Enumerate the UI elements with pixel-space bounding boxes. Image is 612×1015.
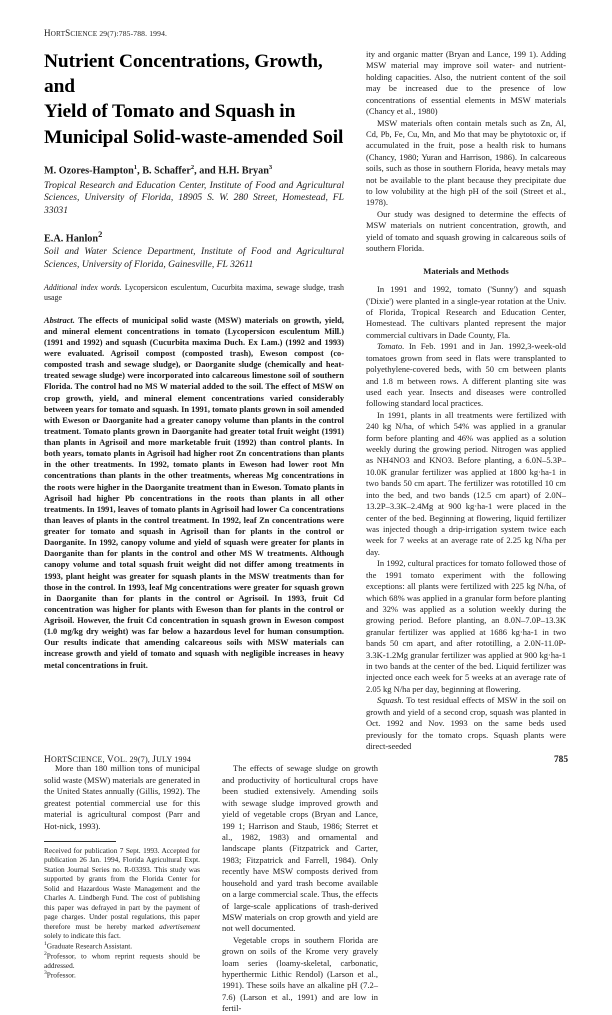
subheading-tomato: Tomato. bbox=[377, 341, 405, 352]
footer-journal-line: HORTSCIENCE, VOL. 29(7), JULY 1994 bbox=[44, 755, 192, 765]
middle-para-1: The effects of sewage sludge on growth and productivity of horticultural crops have been studied extensively. Amending soils with sewage sludge improved growth and yield of vegetable crops (Bryan and Lance, 199 1; Harrison and Staub, 1986; Sterret et al., 1982, 1983) and ornamental and landscape plants (Fitzpatrick and Carter, 1983; Fitzpatrick and Farrell, 1984). Only recently have MSW composts derived from household and yard trash become available on a large commercial scale. Thus, the effects of large-scale applications of trash-derived MSW materials on crop growth and yield are not well documented. bbox=[222, 763, 378, 934]
author-list-secondary bbox=[44, 229, 344, 244]
title-line-1: Nutrient Concentrations, Growth, and bbox=[44, 51, 323, 98]
right-para-3: Our study was designed to determine the effects of MSW materials on nutrient concentration, growth, and yield of tomato and squash growing in calcareous soils of southern Florida. bbox=[366, 208, 566, 254]
journal-citation: 29(7):785-788. 1994. bbox=[97, 29, 168, 38]
page-title bbox=[44, 49, 344, 150]
footnote-rule bbox=[44, 841, 116, 842]
middle-body bbox=[222, 763, 378, 1014]
middle-para-2: Vegetable crops in southern Florida are grown on soils of the Krome very gravely loam series (loamy-skeletal, carbonatic, hyperthermic Lithic Rendol) (Larson et al., 1991). These soils have an alkaline pH (7.2–7.6) (Larson et al., 1991) and are low in fertil- bbox=[222, 934, 378, 1014]
author-affil-marker-2: 2 bbox=[190, 163, 195, 171]
right-para-5: Tomato. In Feb. 1991 and in Jan. 1992,3-week-old tomatoes grown from seed in flats were transplanted to polyethylene-covered beds, with 50 cm between plants and 1.8 m between rows. A different planting site was used each year. Insects and diseases were controlled following standard local practices. bbox=[366, 341, 566, 409]
footnotes bbox=[44, 846, 200, 980]
abstract-text: The effects of municipal solid waste (MSW) materials on growth, yield, and mineral element concentrations in tomato (Lycopersicon esculentum Mill.) (1991 and 1992) and squash (Cucurbita maxima Duch. Ex Lam.) (1992 and 1993) were evaluated. Agrisoil compost (composted trash), Eweson compost (co-composted trash and sewage sludge), or Daorganite sludge (chemically and heat-treated sewage sludge) were incorporated into calcareous limestone soil of southern Florida. The control had no MS W material added to the soil. The effect of MSW on crop growth, yield, and mineral element concentrations varied considerably between years for tomato and squash. In 1991, tomato plants grown in soil amended with Eweson or Daorganite had a greater canopy volume than plants in the control treatment. Tomato plants grown in Daorganite had greater total fruit weight (1991) than plants in Agrisoil and more marketable fruit (1992) than control plants. In both years, tomato plants in Agrisoil had higher root Zn concentrations than plants in the other treatments. In 1992, tomato plants in Eweson had lower root Mn concentrations than plants in the other treatments, whereas Mg concentrations in the roots were higher in the Daorganite treatment than in Eweson. Tomato plants in Agrisoil had higher Pb concentrations in the roots than plants in all other treatments. In 1991, leaves of tomato plants in Agrisoil had lower Ca concentrations than leaves of plants in the control treatment. In 1992, leaf Zn concentrations were greater for tomato and squash in Agrisoil than for plants in the control or Daorganite. In 1992, canopy volume and yield of squash were greater for plants in Daorganite than for plants in the control and other MS W treatments. Although canopy volume and total squash fruit weight did not differ among treatments in 1993, plant height was greater for squash plants in the MSW treatments than for those in the control. In 1993, leaf Mg concentrations were greater for squash grown in Daorganite than for plants in the control or Agrisoil. In 1993, fruit Cd concentration was higher for plants with Eweson than for plants in the control or Agrisoil. However, the fruit Cd concentration in squash grown in Eweson compost (1.0 mg/kg dry weight) was far below a hazardous level for human consumption. Our results indicate that amending calcareous soils with MSW materials can increase growth and yield of tomato and squash with negligible increases in heavy metal concentrations in fruit. bbox=[44, 315, 344, 670]
footnote-3: $^3$Professor. bbox=[44, 970, 76, 980]
top-region bbox=[44, 49, 568, 752]
footnote-marker-1: 1 bbox=[44, 940, 47, 947]
title-block bbox=[44, 49, 344, 671]
abstract bbox=[44, 315, 344, 671]
page-content bbox=[44, 28, 568, 1015]
footnote-marker-3: 3 bbox=[44, 970, 47, 977]
page-number: 785 bbox=[553, 755, 568, 765]
subheading-squash: Squash. bbox=[377, 695, 404, 706]
right-para-2: MSW materials often contain metals such as Zn, Al, Cd, Pb, Fe, Cu, Mn, and Mo that may be phytotoxic or, if accumulated in the fruit, pose a health risk to humans (Chancy, 1980; Yuran and Harrison, 1986). In calcareous soils, such as those in southern Florida, heavy metals may not be available to the plant because they precipitate due to low volubility at the high pH of the soil (Street et al., 1978). bbox=[366, 117, 566, 208]
affiliation-2: Soil and Water Science Department, Institute of Food and Agricultural Sciences, University of Florida, Gainesville, FL 32611 bbox=[44, 246, 344, 271]
author-name-4: E.A. Hanlon bbox=[44, 233, 99, 245]
index-words bbox=[44, 283, 344, 304]
column-left bbox=[44, 763, 200, 980]
author-name-1: M. Ozores-Hampton bbox=[44, 165, 134, 177]
author-name-3: , and H.H. Bryan bbox=[194, 165, 269, 177]
right-para-7: In 1992, cultural practices for tomato followed those of the 1991 tomato experiment with the following exceptions: all plants were fertilized with 225 kg N/ha, of which 68% was applied in a granular form before planting and 32% was applied as a solution weekly during the growing period. Before planting, an 8.0N–7.0P–13.3K granular fertilizer was applied at 1686 kg·ha-1 in two bands 50 cm apart, and after rototilling, a 2.0N-11.0P-3.3K-1.2Mg granular fertilizer was applied at 900 kg·ha-1 in two bands at the center of the bed. Liquid fertilizer was injected once each week for 5 weeks at an average rate of 2.05 kg N/ha per day, beginning at flowering. bbox=[366, 558, 566, 694]
footnote-marker-2: 2 bbox=[44, 950, 47, 957]
footnote-1: $^1$Graduate Research Assistant. bbox=[44, 940, 133, 951]
right-para-6: In 1991, plants in all treatments were fertilized with 240 kg N/ha, of which 54% was applied in a granular form before planting and 46% was applied as a solution weekly during the growing period. Nitrogen was applied as NH4NO3 and KNO3. Before planting, a 6.0N–5.3P–10.0K granular fertilizer was applied at 1800 kg·ha-1 in two bands 50 cm apart. The fertilizer was rototilled 10 cm into the bed, and two bands (12.5 cm apart) of 2.0N–13.2P–3.3K–2.4Mg at 900 kg·ha-1 were placed in the center of the bed. Beginning at flowering, liquid fertilizer was injected though a drip-irrigation system twice each week for 7 weeks at an average rate of 2.25 kg N/ha per day. bbox=[366, 409, 566, 557]
index-words-label: Additional index words. bbox=[44, 283, 122, 293]
lower-region bbox=[44, 763, 568, 1014]
page-footer bbox=[44, 755, 568, 765]
left-para-1: More than 180 million tons of municipal solid waste (MSW) materials are generated in the United States annually (Gillis, 1992). The greatest potential commercial use for this material is agricultural compost (Parr and Hot-nick, 1993). bbox=[44, 763, 200, 831]
column-right bbox=[366, 49, 566, 752]
title-line-2: Yield of Tomato and Squash in bbox=[44, 101, 296, 123]
footnote-2: $^2$Professor, to whom reprint requests should be addressed. bbox=[44, 950, 200, 970]
author-affil-marker-4: 2 bbox=[98, 229, 103, 240]
left-body bbox=[44, 763, 200, 832]
title-line-3: Municipal Solid-waste-amended Soil bbox=[44, 126, 344, 148]
footnote-advertisement-word: advertisement bbox=[159, 921, 200, 931]
section-heading-materials-and-methods: Materials and Methods bbox=[423, 265, 509, 276]
author-affil-marker-3: 3 bbox=[268, 163, 273, 171]
journal-name: HORTSCIENCE bbox=[44, 28, 98, 38]
footnote-received: Received for publication 7 Sept. 1993. Accepted for publication 26 Jan. 1994, Florida Agricultural Expt. Station Journal Series no. R-03393. This study was supported by grants from the Florida Center for Solid and Hazardous Waste Management and the Charles A. Lindbergh Fund. The cost of publishing this paper was defrayed in part by the payment of page charges. Under postal regulations, this paper therefore must be hereby marked advertisement solely to indicate this fact. bbox=[44, 845, 200, 941]
author-list-primary bbox=[44, 164, 344, 178]
journal-header bbox=[44, 28, 568, 38]
author-affil-marker-1: 1 bbox=[133, 163, 138, 171]
author-name-2: , B. Schaffer bbox=[137, 165, 191, 177]
index-words-text: Lycopersicon esculentum, Cucurbita maxima, sewage sludge, trash usage bbox=[44, 283, 344, 303]
abstract-label: Abstract. bbox=[44, 315, 75, 325]
right-para-4: In 1991 and 1992, tomato ('Sunny') and squash ('Dixie') were planted in a single-year rotation at the Univ. of Florida, Tropical Research and Education Center, Homestead. The cultivars planted represent the major commercial cultivars in Dade County, Fla. bbox=[366, 284, 566, 340]
right-para-8: Squash. To test residual effects of MSW in the soil on growth and yield of a second crop, squash was planted in Oct. 1992 and Nov. 1993 on the same beds used previously for the tomato crops. Squash plants were direct-seeded bbox=[366, 695, 566, 752]
column-middle bbox=[222, 763, 378, 1014]
right-para-1: ity and organic matter (Bryan and Lance, 199 1). Adding MSW material may improve soil water- and nutrient-holding capacities. Also, the nutrient content of the soil may be increased due to the presence of low concentrations of essential elements in MSW materials (Chancy et al., 1980) bbox=[366, 49, 566, 117]
affiliation-1: Tropical Research and Education Center, Institute of Food and Agricultural Sciences, University of Florida, 18905 S. W. 280 Street, Homestead, FL 33031 bbox=[44, 179, 344, 217]
